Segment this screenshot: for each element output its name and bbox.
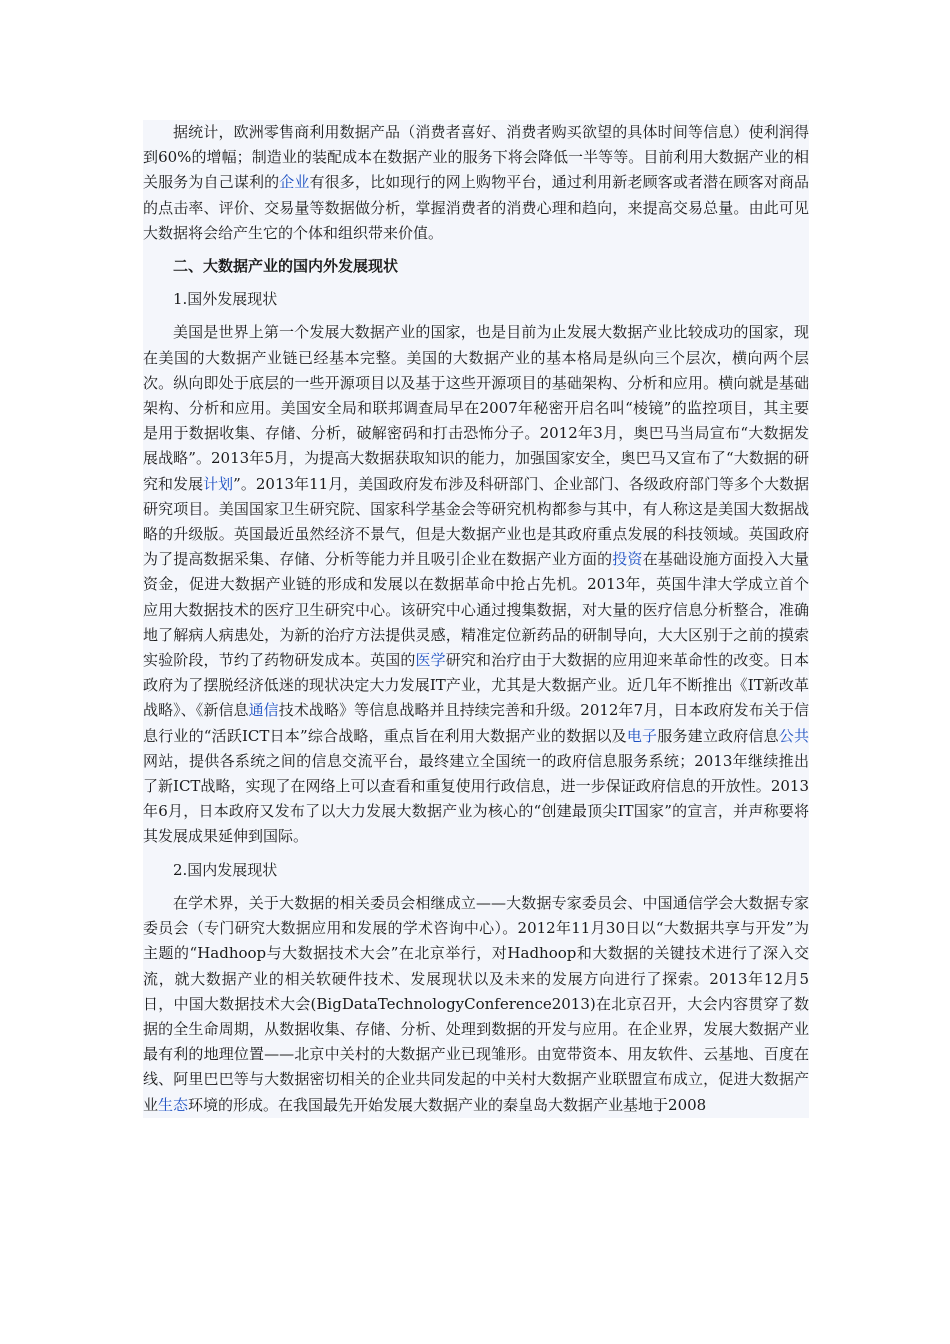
paragraph-domestic: 在学术界，关于大数据的相关委员会相继成立——大数据专家委员会、中国通信学会大数据专家委员会（专门研究大数据应用和发展的学术咨询中心）。2012年11月30日以“大数据共享与开发”为主题的“Hadhoop与大数据技术大会”在北京举行，对Hadhoop和大数据的关键技术进行了深入交流，就大数据产业的相关软硬件技术、发展现状以及未来的发展方向进行了探索。2013年12月5日，中国大数据技术大会(BigDataTechnologyConference2013)在北京召开，大会内容贯穿了数据的全生命周期，从数据收集、存储、分析、处理到数据的开发与应用。在企业界，发展大数据产业最有利的地理位置——北京中关村的大数据产业已现雏形。由宽带资本、用友软件、云基地、百度在线、阿里巴巴等与大数据密切相关的企业共同发起的中关村大数据产业联盟宣布成立，促进大数据产业生态环境的形成。在我国最先开始发展大数据产业的秦皇岛大数据产业基地于2008 bbox=[143, 893, 809, 1114]
link-enterprise[interactable]: 企业 bbox=[279, 173, 310, 192]
link-investment[interactable]: 投资 bbox=[612, 550, 643, 569]
link-public[interactable]: 公共 bbox=[778, 726, 809, 745]
link-plan[interactable]: 计划 bbox=[203, 474, 234, 493]
link-medicine[interactable]: 医学 bbox=[415, 651, 446, 670]
link-electronic[interactable]: 电子 bbox=[626, 726, 658, 745]
link-ecology[interactable]: 生态 bbox=[158, 1095, 189, 1114]
link-telecom[interactable]: 通信 bbox=[248, 701, 279, 720]
paragraph-foreign: 美国是世界上第一个发展大数据产业的国家，也是目前为止发展大数据产业比较成功的国家，现在美国的大数据产业链已经基本完整。美国的大数据产业的基本格局是纵向三个层次，横向两个层次。纵向即处于底层的一些开源项目以及基于这些开源项目的基础架构、分析和应用。横向就是基础架构、分析和应用。美国安全局和联邦调查局早在2007年秘密开启名叫“棱镜”的监控项目，其主要是用于数据收集、存储、分析，破解密码和打击恐怖分子。2012年3月，奥巴马当局宣布“大数据发展战略”。2013年5月，为提高大数据获取知识的能力，加强国家安全，奥巴马又宣布了“大数据的研究和发展计划”。2013年11月，美国政府发布涉及科研部门、企业部门、各级政府部门等多个大数据研究项目。美国国家卫生研究院、国家科学基金会等研究机构都参与其中，有人称这是美国大数据战略的升级版。英国最近虽然经济不景气，但是大数据产业也是其政府重点发展的科技领域。英国政府为了提高数据采集、存储、分析等能力并且吸引企业在数据产业方面的投资在基础设施方面投入大量资金，促进大数据产业链的形成和发展以在数据革命中抢占先机。2013年，英国牛津大学成立首个应用大数据技术的医疗卫生研究中心。该研究中心通过搜集数据，对大量的医疗信息分析整合，准确地了解病人病患处，为新的治疗方法提供灵感，精准定位新药品的研制导向，大大区别于之前的摸索实验阶段，节约了药物研发成本。英国的医学研究和治疗由于大数据的应用迎来革命性的改变。日本政府为了摆脱经济低迷的现状决定大力发展IT产业，尤其是大数据产业。近几年不断推出《IT新改革战略》、《新信息通信技术战略》等信息战略并且持续完善和升级。2012年7月，日本政府发布关于信息行业的“活跃ICT日本”综合战略，重点旨在利用大数据产业的数据以及电子服务建立政府信息公共网站，提供各系统之间的信息交流平台，最终建立全国统一的政府信息服务系统；2013年继续推出了新ICT战略，实现了在网络上可以查看和重复使用行政信息，进一步保证政府信息的开放性。2013年6月，日本政府又发布了以大力发展大数据产业为核心的“创建最顶尖IT国家”的宣言，并声称要将其发展成果延伸到国际。 bbox=[143, 323, 809, 846]
paragraph-intro: 据统计，欧洲零售商利用数据产品（消费者喜好、消费者购买欲望的具体时间等信息）使利润得到60%的增幅；制造业的装配成本在数据产业的服务下将会降低一半等等。目前利用大数据产业的相关服务为自己谋利的企业有很多，比如现行的网上购物平台，通过利用新老顾客或者潜在顾客对商品的点击率、评价、交易量等数据做分析，掌握消费者的消费心理和趋向，来提高交易总量。由此可见大数据将会给产生它的个体和组织带来价值。 bbox=[143, 123, 809, 242]
subheading-domestic: 2.国内发展现状 bbox=[173, 860, 278, 879]
subheading-foreign: 1.国外发展现状 bbox=[173, 290, 278, 309]
document-body bbox=[143, 120, 809, 1118]
section-heading: 二、大数据产业的国内外发展现状 bbox=[173, 257, 399, 276]
